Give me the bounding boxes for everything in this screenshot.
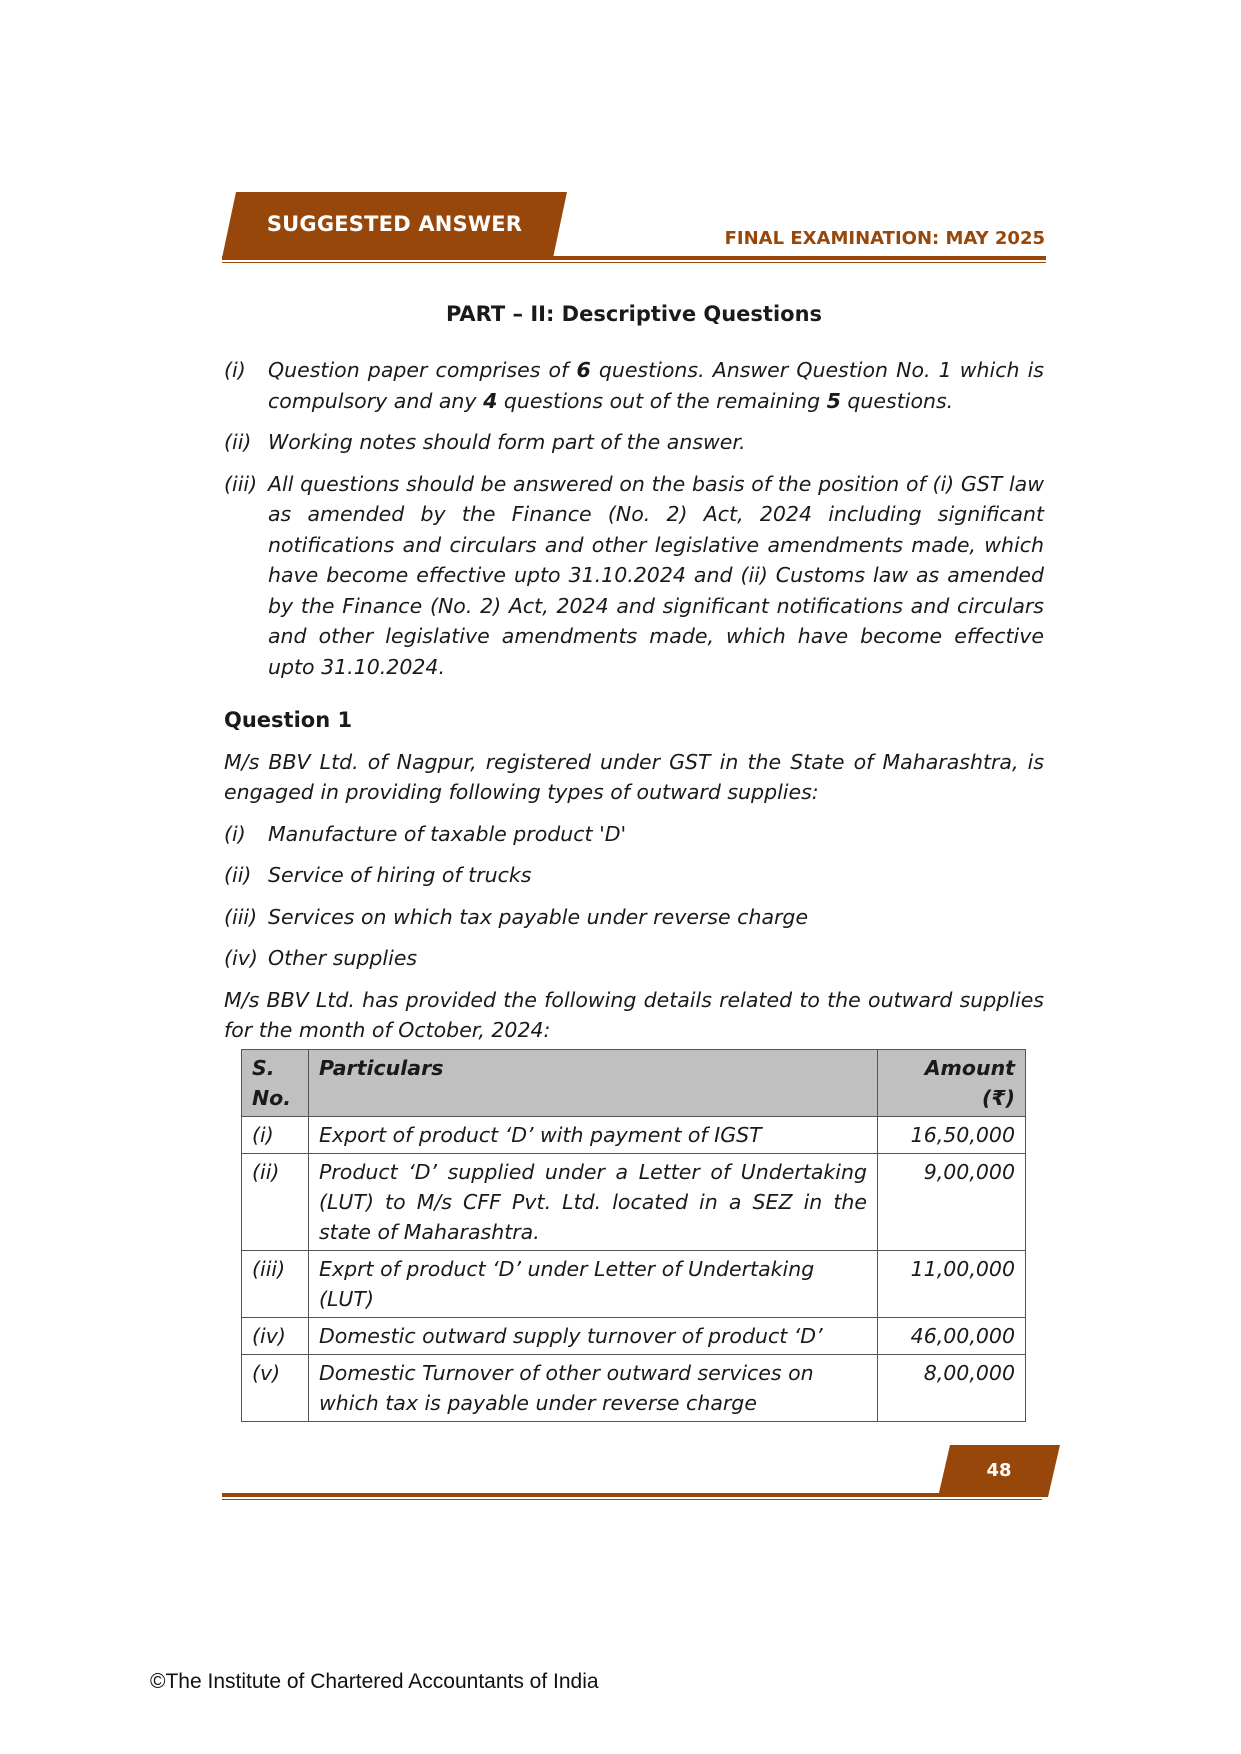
header-particulars: Particulars: [309, 1050, 878, 1117]
cell-sno: (i): [242, 1117, 309, 1154]
copyright: ©The Institute of Chartered Accountants of India: [150, 1670, 599, 1693]
question-intro: M/s BBV Ltd. of Nagpur, registered under GST in the State of Maharashtra, is engaged in providing following types of outward supplies:: [224, 749, 1044, 804]
instruction-item: [224, 469, 1044, 683]
header-sno: S. No.: [242, 1050, 309, 1117]
instruction-text: Question paper comprises of 6 questions. Answer Question No. 1 which is compulsory and any 4 questions out of the remaining 5 questions.: [268, 358, 1044, 413]
cell-sno: (iii): [242, 1251, 309, 1318]
cell-sno: (v): [242, 1355, 309, 1422]
cell-particulars: Domestic outward supply turnover of product ‘D’: [309, 1318, 878, 1355]
cell-particulars: Export of product ‘D’ with payment of IGST: [309, 1117, 878, 1154]
supply-item: (iv) Other supplies: [224, 946, 418, 970]
cell-amount: 9,00,000: [878, 1154, 1026, 1251]
instruction-item: [224, 355, 1044, 416]
supply-item: (ii) Service of hiring of trucks: [224, 863, 532, 887]
table-row: [242, 1318, 1026, 1355]
part-title: PART – II: Descriptive Questions: [445, 302, 823, 326]
table-row: [242, 1117, 1026, 1154]
instruction-item: [224, 427, 1044, 458]
header-amount: Amount (₹): [878, 1050, 1026, 1117]
instruction-num: (ii): [224, 430, 252, 454]
exam-label: FINAL EXAMINATION: MAY 2025: [724, 228, 1045, 249]
instruction-num: (iii): [224, 471, 258, 496]
cell-particulars: Domestic Turnover of other outward services on which tax is payable under reverse charge: [309, 1355, 878, 1422]
instructions: [224, 355, 1044, 682]
instruction-text: Working notes should form part of the answer.: [268, 430, 746, 454]
supplies-table: [241, 1049, 1026, 1422]
table-row: [242, 1251, 1026, 1318]
cell-amount: 11,00,000: [878, 1251, 1026, 1318]
footer-rule-thin: [222, 1499, 1042, 1500]
cell-sno: (iv): [242, 1318, 309, 1355]
details-intro: M/s BBV Ltd. has provided the following details related to the outward supplies for the month of October, 2024:: [224, 987, 1044, 1042]
supply-item: (iii) Services on which tax payable under reverse charge: [224, 904, 809, 929]
table-header-row: [242, 1050, 1026, 1117]
question-section: [224, 705, 1044, 1046]
table-row: [242, 1154, 1026, 1251]
cell-sno: (ii): [242, 1154, 309, 1251]
cell-amount: 46,00,000: [878, 1318, 1026, 1355]
table-row: [242, 1355, 1026, 1422]
instruction-text: All questions should be answered on the basis of the position of (i) GST law as amended by the Finance (No. 2) Act, 2024 including significant notifications and circulars and other legislative amendments made, which have become effective upto 31.10.2024 and (ii) Customs law as amended by the Finance (No. 2) Act, 2024 and significant notifications and circulars and other legislative amendments made, which have become effective upto 31.10.2024.: [268, 471, 1044, 679]
header-rule: [222, 256, 1046, 260]
footer-rule: [222, 1493, 1042, 1497]
header-rule-thin: [222, 262, 1046, 263]
cell-particulars: Exprt of product ‘D’ under Letter of Undertaking (LUT): [309, 1251, 878, 1318]
header-tab-label: SUGGESTED ANSWER: [266, 212, 523, 236]
cell-particulars: Product ‘D’ supplied under a Letter of Undertaking (LUT) to M/s CFF Pvt. Ltd. located in a SEZ in the state of Maharashtra.: [309, 1154, 878, 1251]
cell-amount: 8,00,000: [878, 1355, 1026, 1422]
instruction-num: (i): [224, 358, 246, 382]
question-title: Question 1: [224, 708, 353, 732]
cell-amount: 16,50,000: [878, 1117, 1026, 1154]
supply-item: (i) Manufacture of taxable product 'D': [224, 821, 627, 846]
page-number: 48: [986, 1460, 1012, 1481]
